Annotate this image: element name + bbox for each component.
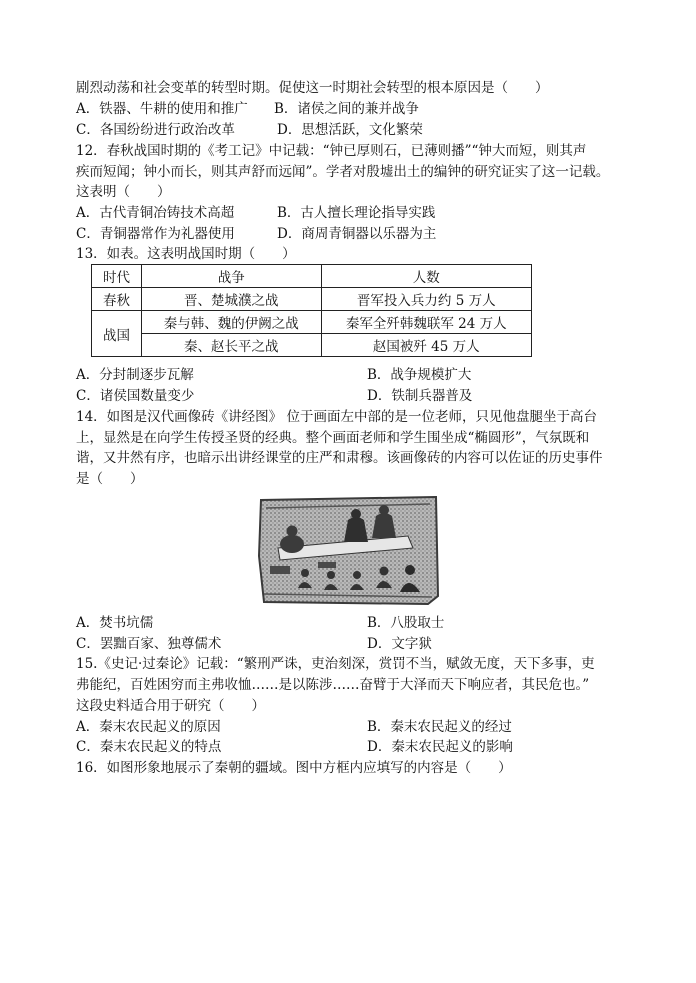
q14-stem-line4: 是（ ） bbox=[76, 471, 144, 487]
q15-option-a: A．秦末农民起义的原因 bbox=[76, 719, 221, 735]
q15-stem-line2: 弗能纪，百姓困穷而主弗收恤……是以陈涉……奋臂于大泽而天下响应者，其民危也。” bbox=[76, 677, 590, 693]
q12-stem-line3: 这表明（ ） bbox=[76, 184, 171, 200]
q15-option-c: C．秦末农民起义的特点 bbox=[76, 739, 222, 755]
q13-option-a: A．分封制逐步瓦解 bbox=[76, 367, 194, 383]
count-cell: 晋军投入兵力约 5 万人 bbox=[321, 288, 532, 311]
q11-option-b: B．诸侯之间的兼并战争 bbox=[274, 101, 419, 117]
q12-stem-line1: 12．春秋战国时期的《考工记》中记载：“钟已厚则石，已薄则播”“钟大而短，则其声 bbox=[76, 143, 587, 159]
war-cell: 秦与韩、魏的伊阙之战 bbox=[141, 311, 321, 334]
table-header-cell: 时代 bbox=[92, 265, 142, 288]
q11-stem-tail: 剧烈动荡和社会变革的转型时期。促使这一时期社会转型的根本原因是（ ） bbox=[76, 80, 549, 96]
table-header-row bbox=[92, 265, 532, 288]
q13-option-b: B．战争规模扩大 bbox=[367, 367, 472, 383]
q15-stem-line1: 15.《史记·过秦论》记载：“繁刑严诛，吏治刻深，赏罚不当，赋敛无度，天下多事，吏 bbox=[76, 656, 595, 672]
q12-option-b: B．古人擅长理论指导实践 bbox=[277, 205, 436, 221]
q16-stem: 16．如图形象地展示了秦朝的疆域。图中方框内应填写的内容是（ ） bbox=[76, 760, 512, 776]
table-row bbox=[92, 311, 532, 334]
table-row bbox=[92, 334, 532, 357]
period-cell: 春秋 bbox=[92, 288, 142, 311]
war-cell: 秦、赵长平之战 bbox=[141, 334, 321, 357]
count-cell: 秦军全歼韩魏联军 24 万人 bbox=[321, 311, 532, 334]
war-table bbox=[91, 264, 532, 357]
q13-option-d: D．铁制兵器普及 bbox=[367, 388, 473, 404]
table-header-cell: 人数 bbox=[321, 265, 532, 288]
q15-stem-line3: 这段史料适合用于研究（ ） bbox=[76, 698, 265, 714]
q12-stem-line2: 疾而短闻；钟小而长，则其声舒而远闻”。学者对殷墟出土的编钟的研究证实了这一记载。 bbox=[76, 164, 610, 180]
period-cell: 战国 bbox=[92, 311, 142, 357]
q14-option-c: C．罢黜百家、独尊儒术 bbox=[76, 636, 222, 652]
q11-option-a: A．铁器、牛耕的使用和推广 bbox=[76, 101, 248, 117]
table-row bbox=[92, 288, 532, 311]
q14-stem-line3: 谐，又井然有序，也暗示出讲经课堂的庄严和肃穆。该画像砖的内容可以佐证的历史事件 bbox=[76, 450, 603, 466]
q12-option-d: D．商周青铜器以乐器为主 bbox=[277, 226, 437, 242]
q12-option-a: A．古代青铜冶铸技术高超 bbox=[76, 205, 235, 221]
q14-option-a: A．焚书坑儒 bbox=[76, 615, 154, 631]
q15-option-d: D．秦末农民起义的影响 bbox=[367, 739, 513, 755]
q12-option-c: C．青铜器常作为礼器使用 bbox=[76, 226, 235, 242]
q11-option-c: C．各国纷纷进行政治改革 bbox=[76, 122, 235, 138]
lecture-brick-relief-image bbox=[258, 496, 439, 605]
q13-option-c: C．诸侯国数量变少 bbox=[76, 388, 195, 404]
q14-stem-line2: 上，显然是在向学生传授圣贤的经典。整个画面老师和学生围坐成“椭圆形”，气氛既和 bbox=[76, 430, 590, 446]
q14-option-d: D．文字狱 bbox=[367, 636, 432, 652]
q14-stem-line1: 14．如图是汉代画像砖《讲经图》 位于画面左中部的是一位老师，只见他盘腿坐于高台 bbox=[76, 409, 597, 425]
table-header-cell: 战争 bbox=[141, 265, 321, 288]
count-cell: 赵国被歼 45 万人 bbox=[321, 334, 532, 357]
q14-option-b: B．八股取士 bbox=[367, 615, 445, 631]
q15-option-b: B．秦末农民起义的经过 bbox=[367, 719, 512, 735]
q11-option-d: D．思想活跃，文化繁荣 bbox=[277, 122, 423, 138]
war-cell: 晋、楚城濮之战 bbox=[141, 288, 321, 311]
q13-stem: 13．如表。这表明战国时期（ ） bbox=[76, 246, 296, 262]
